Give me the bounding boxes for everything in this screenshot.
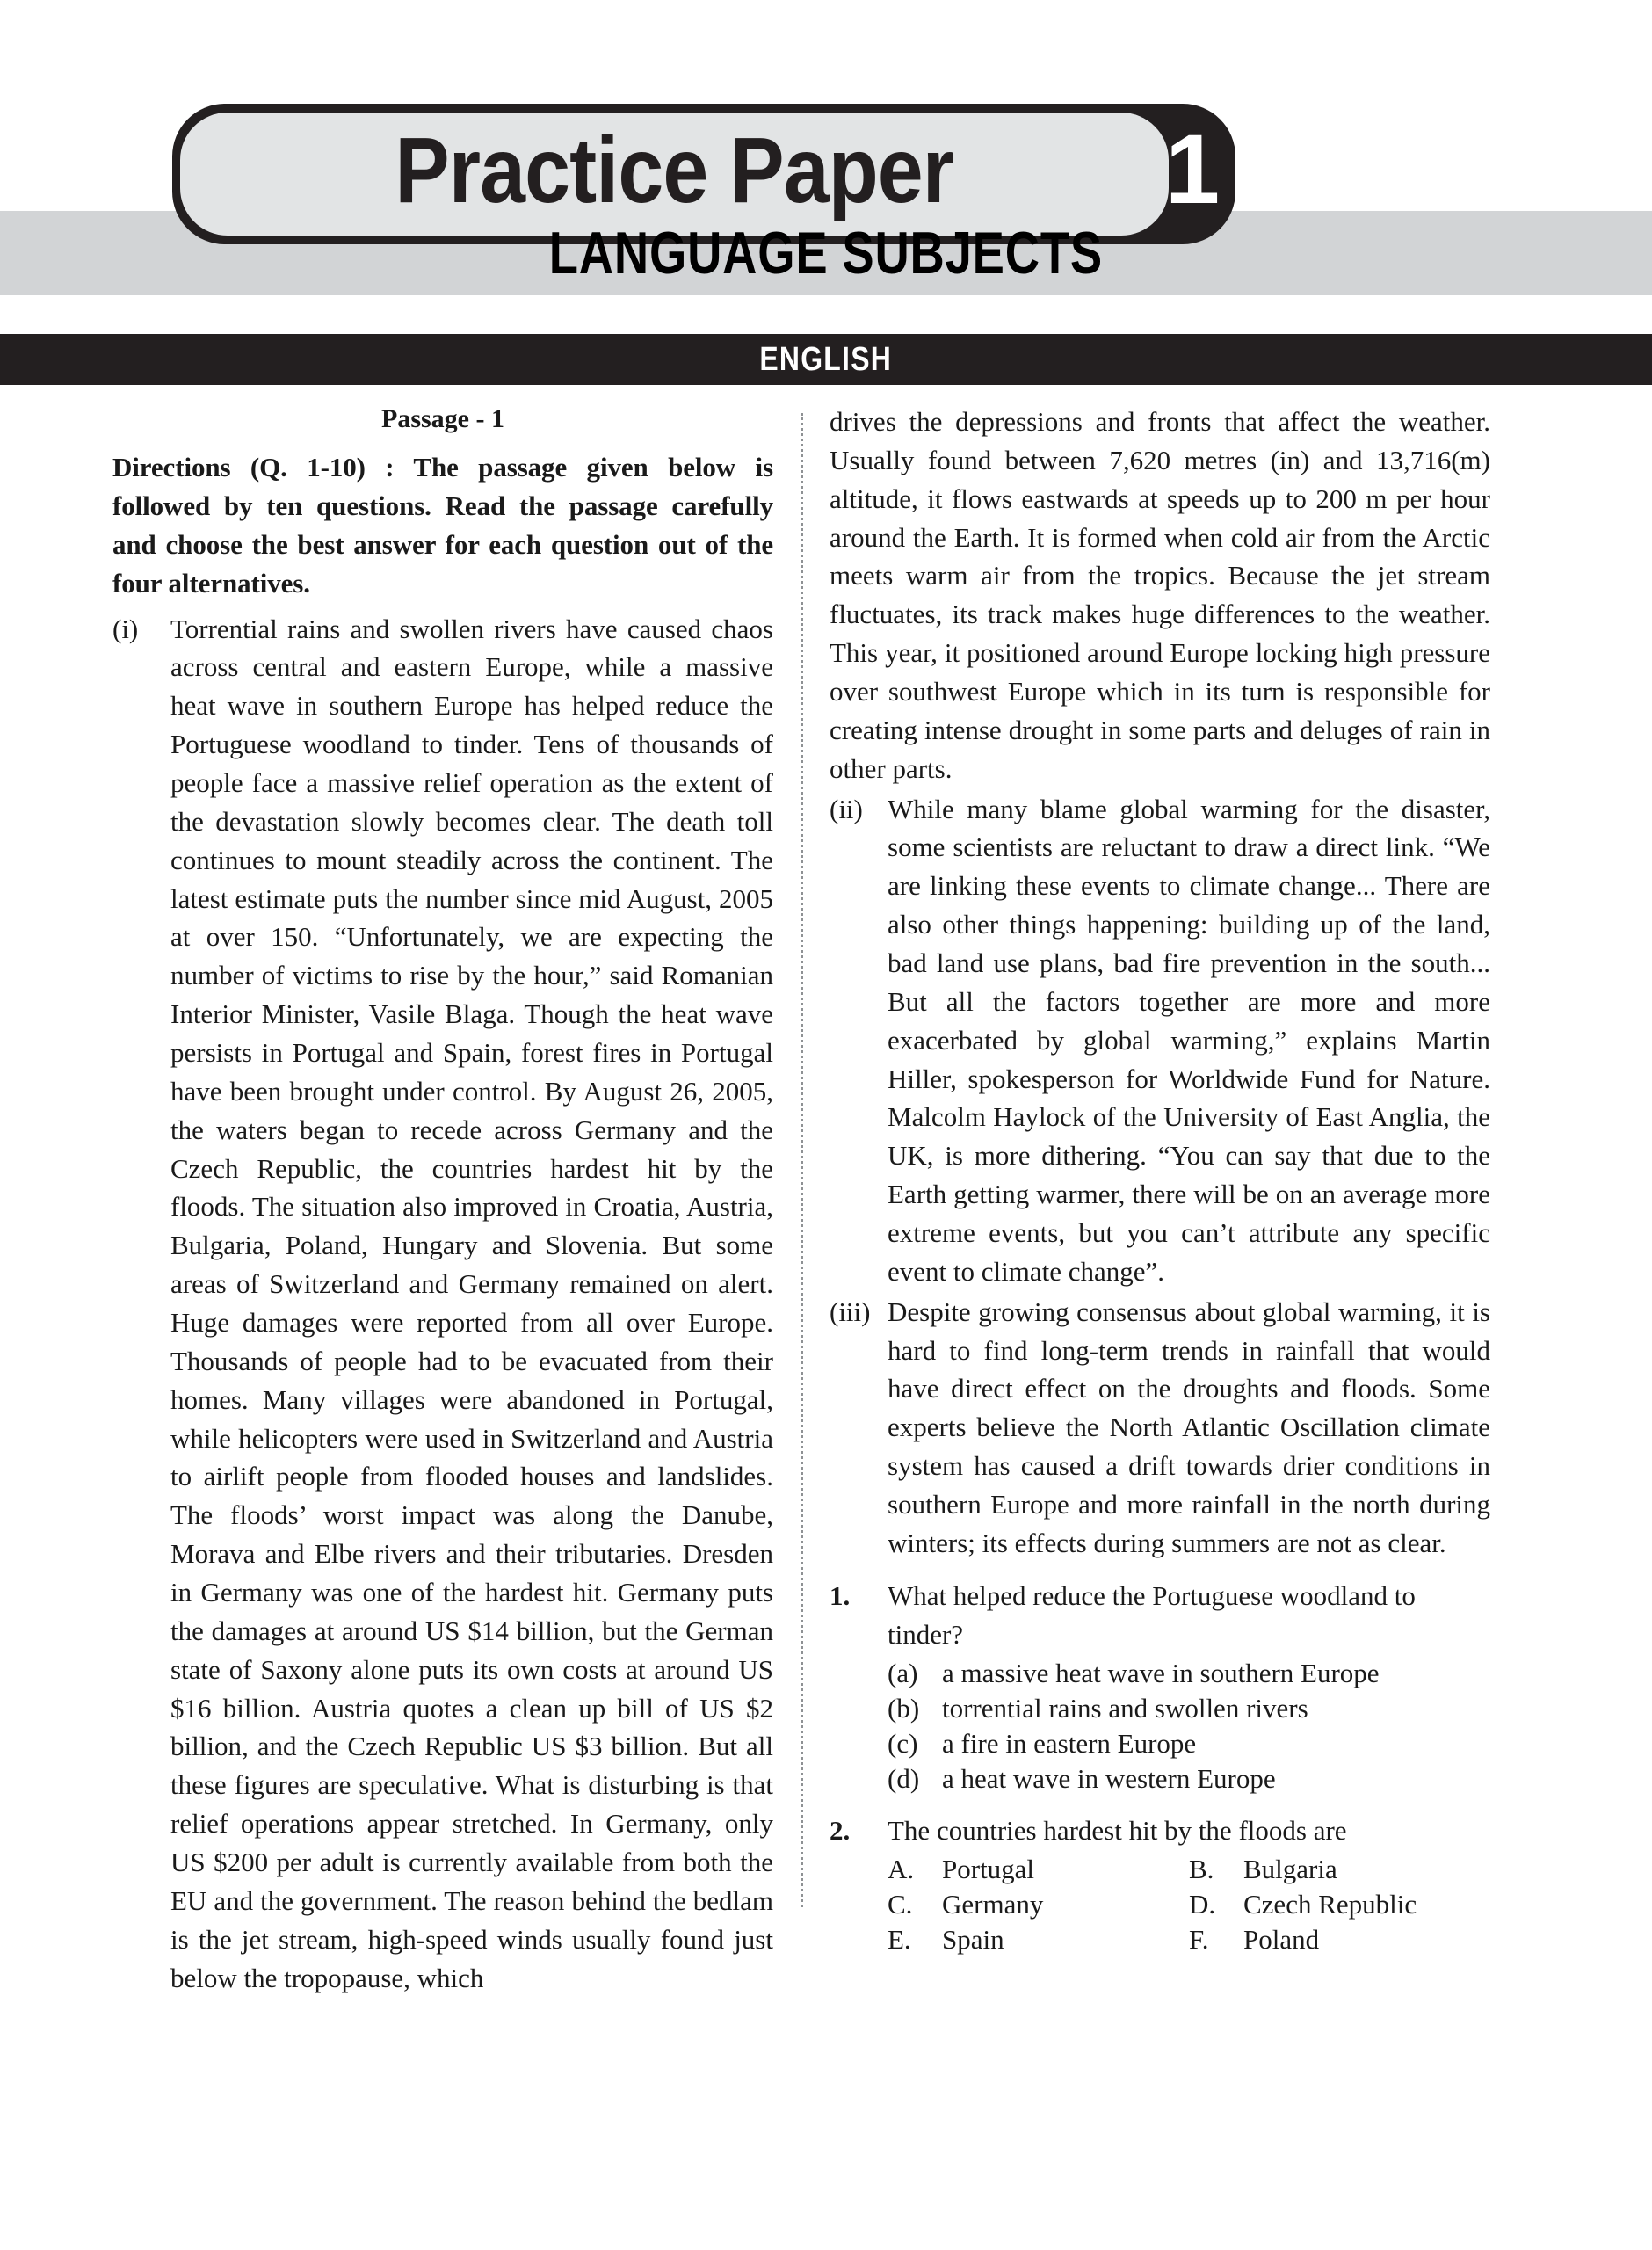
option-key: C.: [888, 1888, 913, 1920]
page-header: [0, 0, 1652, 224]
exam-band: [0, 334, 1652, 385]
option-text: a fire in eastern Europe: [942, 1728, 1197, 1760]
passage-paragraph: [830, 790, 1490, 1291]
option-cell[interactable]: [1189, 1852, 1490, 1887]
paragraph-marker: (i): [112, 613, 139, 644]
option-text: Czech Republic: [1243, 1888, 1417, 1920]
option-text: Spain: [942, 1924, 1004, 1956]
passage-directions: Directions (Q. 1-10) : The passage given below is followed by ten questions. Read the passage carefully and choose the best answer for each question out of the four alternatives.: [112, 451, 773, 599]
paragraph-text: While many blame global warming for the disaster, some scientists are reluctant to draw a direct link. “We are linking these events to climate change... There are also other things happening: building up of the land, bad land use plans, bad fire prevention in the south... But all the factors together are more and more exacerbated by global warming,” explains Martin Hiller, spokesperson for Worldwide Fund for Nature. Malcolm Haylock of the University of East Anglia, the UK, is more dithering. “You can say that due to the Earth getting warmer, there will be on an average more extreme events, but you can’t attribute any specific event to climate change”.: [888, 793, 1490, 1287]
question-stem: [830, 1811, 1490, 1850]
exam-band-label: ENGLISH: [759, 341, 893, 378]
option-cell[interactable]: [1189, 1887, 1490, 1922]
passage-paragraph: [112, 610, 773, 1998]
question-text: The countries hardest hit by the floods are: [888, 1814, 1347, 1846]
option-row: [888, 1922, 1490, 1957]
option-key: A.: [888, 1853, 915, 1884]
option-row[interactable]: [888, 1691, 1490, 1726]
option-row: [888, 1852, 1490, 1887]
question-item[interactable]: [830, 1577, 1490, 1797]
option-cell[interactable]: [888, 1887, 1189, 1922]
option-key: (b): [888, 1692, 920, 1724]
option-key: B.: [1189, 1853, 1214, 1884]
passage-paragraph: [830, 1293, 1490, 1563]
option-text: Bulgaria: [1243, 1853, 1337, 1884]
option-key: (d): [888, 1763, 920, 1795]
paragraph-text-continued: drives the depressions and fronts that affect the weather. Usually found between 7,620 metres (in) and 13,716(m) altitude, it flows eastwards at speeds up to 200 m per hour around the Earth. It is formed when cold air from the Arctic meets warm air from the tropics. Because the jet stream fluctuates, its track makes huge differences to the weather. This year, it positioned around Europe locking high pressure over southwest Europe which in its turn is responsible for creating intense drought in some parts and deluges of rain in other parts.: [830, 406, 1490, 784]
right-column: [830, 403, 1490, 2000]
question-number: 2.: [830, 1814, 851, 1846]
paragraph-marker: (iii): [830, 1296, 871, 1327]
option-cell[interactable]: [888, 1852, 1189, 1887]
option-text: Poland: [1243, 1924, 1320, 1956]
passage-paragraph-continued: [830, 403, 1490, 788]
paragraph-marker: (ii): [830, 793, 863, 824]
question-item[interactable]: [830, 1811, 1490, 1958]
left-column: [112, 403, 773, 2000]
option-key: E.: [888, 1924, 911, 1956]
passage-title: Passage - 1: [381, 404, 504, 433]
option-row[interactable]: [888, 1656, 1490, 1691]
option-row[interactable]: [888, 1761, 1490, 1796]
paragraph-text: Torrential rains and swollen rivers have caused chaos across central and eastern Europe, while a massive heat wave in southern Europe has helped reduce the Portuguese woodland to tinder. Tens of thousands of people face a massive relief operation as the extent of the devastation slowly becomes clear. The death toll continues to mount steadily across the continent. The latest estimate puts the number since mid August, 2005 at over 150. “Unfortunately, we are expecting the number of victims to rise by the hour,” said Romanian Interior Minister, Vasile Blaga. Though the heat wave persists in Portugal and Spain, forest fires in Portugal have been brought under control. By August 26, 2005, the waters began to recede across Germany and the Czech Republic, the countries hardest hit by the floods. The situation also improved in Croatia, Austria, Bulgaria, Poland, Hungary and Slovenia. But some areas of Switzerland and Germany remained on alert. Huge damages were reported from all over Europe. Thousands of people had to be evacuated from their homes. Many villages were abandoned in Portugal, while helicopters were used in Switzerland and Austria to airlift people from flooded houses and landslides. The floods’ worst impact was along the Danube, Morava and Elbe rivers and their tributaries. Dresden in Germany was one of the hardest hit. Germany puts the damages at around US $14 billion, but the German state of Saxony alone puts its own costs at around US $16 billion. Austria quotes a clean up bill of US $2 billion, and the Czech Republic US $3 billion. But all these figures are speculative. What is disturbing is that relief operations appear stretched. In Germany, only US $200 per adult is currently available from both the EU and the government. The reason behind the bedlam is the jet stream, high-speed winds usually found just below the tropopause, which: [170, 613, 773, 1993]
practice-paper-title: Practice Paper: [395, 119, 954, 222]
question-text: What helped reduce the Portuguese woodland to tinder?: [888, 1579, 1416, 1650]
option-list: [888, 1852, 1490, 1958]
option-key: (c): [888, 1728, 918, 1760]
option-list: [888, 1656, 1490, 1797]
option-text: Portugal: [942, 1853, 1035, 1884]
question-number: 1.: [830, 1579, 851, 1611]
question-stem: [830, 1577, 1490, 1654]
option-text: a massive heat wave in southern Europe: [942, 1657, 1380, 1688]
option-text: a heat wave in western Europe: [942, 1763, 1276, 1795]
practice-paper-number: 1: [1164, 114, 1221, 224]
option-key: (a): [888, 1657, 918, 1688]
subject-band-label: LANGUAGE SUBJECTS: [548, 220, 1104, 287]
option-text: torrential rains and swollen rivers: [942, 1692, 1308, 1724]
option-key: D.: [1189, 1888, 1216, 1920]
option-text: Germany: [942, 1888, 1044, 1920]
page-content: [0, 403, 1652, 2000]
option-key: F.: [1189, 1924, 1209, 1956]
column-divider: [801, 413, 803, 1907]
column-gap: [773, 403, 830, 2000]
practice-paper-badge-inner: [180, 112, 1169, 236]
option-row[interactable]: [888, 1726, 1490, 1761]
option-row: [888, 1887, 1490, 1922]
paragraph-text: Despite growing consensus about global warming, it is hard to find long-term trends in rainfall that would have direct effect on the droughts and floods. Some experts believe the North Atlantic Oscillation climate system has caused a drift towards drier conditions in southern Europe and more rainfall in the north during winters; its effects during summers are not as clear.: [888, 1296, 1490, 1558]
option-cell[interactable]: [888, 1922, 1189, 1957]
option-cell[interactable]: [1189, 1922, 1490, 1957]
